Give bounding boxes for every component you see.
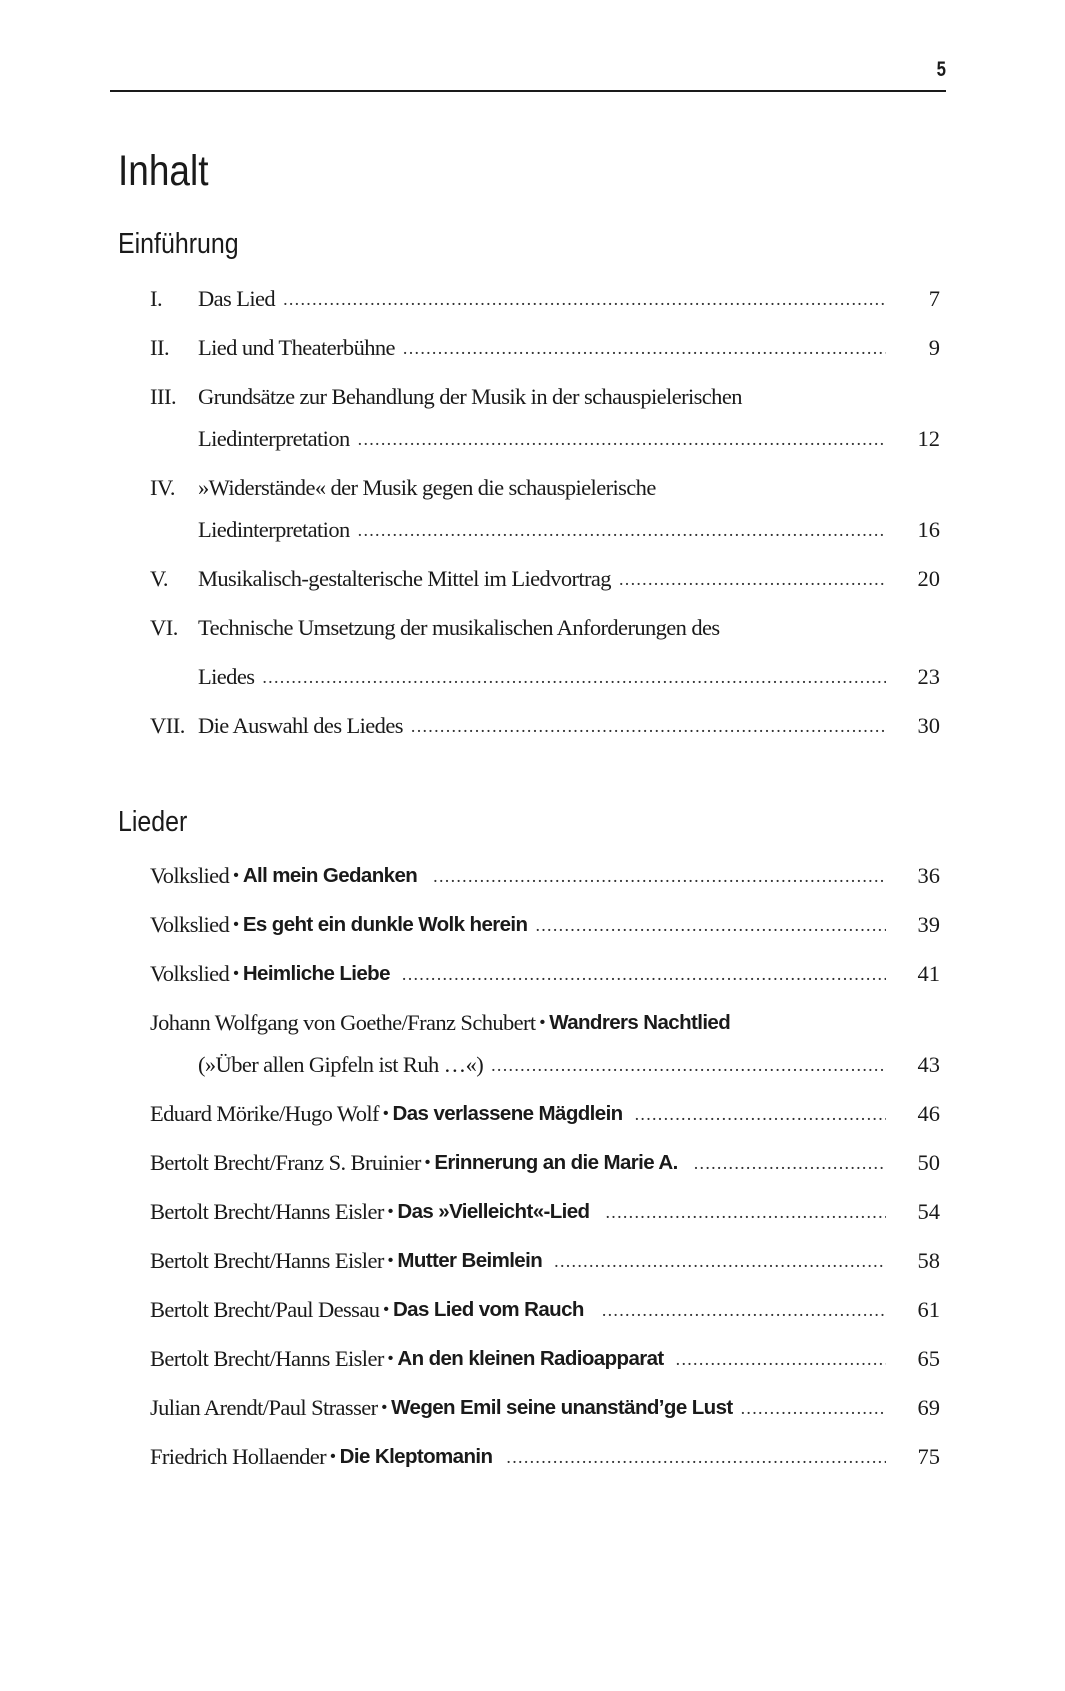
entry-title: Lied und Theaterbühne (198, 335, 395, 360)
entry-number: II. (150, 335, 170, 360)
toc-entry-4-continuation[interactable] (150, 513, 940, 547)
song-title: Heimliche Liebe (242, 962, 390, 985)
dot-leader (433, 859, 886, 893)
header-rule (110, 90, 946, 92)
dot-leader (262, 660, 886, 694)
bullet-separator: • (233, 867, 239, 884)
page-number: 5 (936, 58, 946, 81)
song-entry-continuation[interactable] (150, 1048, 940, 1082)
song-authors: Bertolt Brecht/Hanns Eisler (150, 1346, 384, 1371)
entry-page: 9 (928, 335, 940, 360)
song-entry[interactable] (150, 1146, 940, 1180)
bullet-separator: • (424, 1154, 431, 1171)
entry-page: 16 (917, 517, 940, 542)
song-authors: Bertolt Brecht/Paul Dessau (150, 1297, 380, 1322)
dot-leader (411, 709, 886, 743)
song-title: Wandrers Nachtlied (549, 1011, 731, 1034)
bullet-separator: • (387, 1252, 394, 1269)
song-entry[interactable] (150, 957, 940, 991)
song-entry[interactable] (150, 1097, 940, 1131)
song-page: 41 (917, 961, 940, 986)
song-authors: Volkslied (150, 863, 230, 888)
entry-page: 30 (917, 713, 940, 738)
dot-leader (506, 1440, 886, 1474)
song-page: 54 (917, 1199, 940, 1224)
entry-title: »Widerstände« der Musik gegen die schauspielerische (198, 475, 656, 500)
song-page: 69 (917, 1395, 940, 1420)
toc-entry-2[interactable] (150, 331, 940, 365)
entry-title: Technische Umsetzung der musikalischen Anforderungen des (198, 615, 720, 640)
bullet-separator: • (330, 1448, 336, 1465)
bullet-separator: • (381, 1399, 388, 1416)
entry-number: VI. (150, 615, 178, 640)
dot-leader (358, 422, 886, 456)
entry-title-continued: Liedinterpretation (198, 517, 350, 542)
song-entry[interactable] (150, 1293, 940, 1327)
song-entry[interactable] (150, 1391, 940, 1425)
entry-page: 7 (928, 286, 940, 311)
song-authors: Volkslied (150, 961, 230, 986)
dot-leader (554, 1244, 886, 1278)
song-page: 36 (917, 863, 940, 888)
entry-number: I. (150, 286, 163, 311)
song-authors: Eduard Mörike/Hugo Wolf (150, 1101, 379, 1126)
toc-entry-3-continuation[interactable] (150, 422, 940, 456)
song-page: 61 (917, 1297, 940, 1322)
dot-leader (676, 1342, 886, 1376)
song-page: 46 (917, 1101, 940, 1126)
entry-number: III. (150, 384, 177, 409)
dot-leader (403, 331, 886, 365)
bullet-separator: • (383, 1301, 389, 1318)
dot-leader (694, 1146, 886, 1180)
toc-entry-7[interactable] (150, 709, 940, 743)
bullet-separator: • (387, 1350, 394, 1367)
song-title: Wegen Emil seine unanständ’ge Lust (391, 1396, 733, 1419)
toc-entry-6[interactable] (150, 611, 940, 645)
song-entry[interactable] (150, 859, 940, 893)
bullet-separator: • (539, 1014, 546, 1031)
song-authors: Bertolt Brecht/Hanns Eisler (150, 1199, 384, 1224)
song-page: 65 (917, 1346, 940, 1371)
song-title: An den kleinen Radioapparat (397, 1347, 664, 1370)
dot-leader (358, 513, 886, 547)
dot-leader (619, 562, 886, 596)
toc-entry-4[interactable] (150, 471, 940, 505)
song-title: All mein Gedanken (242, 864, 418, 887)
dot-leader (602, 1293, 886, 1327)
entry-number: VII. (150, 713, 185, 738)
song-entry[interactable] (150, 1195, 940, 1229)
song-title: Mutter Beimlein (397, 1249, 543, 1272)
song-title: Das Lied vom Rauch (392, 1298, 584, 1321)
toc-entry-6-continuation[interactable] (150, 660, 940, 694)
entry-title-continued: Liedes (198, 664, 255, 689)
song-page: 58 (917, 1248, 940, 1273)
section-heading-einfuehrung: Einführung (118, 228, 239, 260)
song-authors: Friedrich Hollaender (150, 1444, 327, 1469)
song-authors: Volkslied (150, 912, 230, 937)
entry-number: V. (150, 566, 168, 591)
entry-title: Musikalisch-gestalterische Mittel im Liedvortrag (198, 566, 611, 591)
entry-title: Die Auswahl des Liedes (198, 713, 403, 738)
dot-leader (491, 1048, 886, 1082)
page-title: Inhalt (118, 147, 209, 195)
toc-entry-3[interactable] (150, 380, 940, 414)
entry-title: Grundsätze zur Behandlung der Musik in der schauspielerischen (198, 384, 742, 409)
bullet-separator: • (233, 965, 239, 982)
entry-number: IV. (150, 475, 175, 500)
song-title: Die Kleptomanin (339, 1445, 493, 1468)
dot-leader (402, 957, 886, 991)
song-authors: Bertolt Brecht/Franz S. Bruinier (150, 1150, 421, 1175)
song-title: Erinnerung an die Marie A. (434, 1151, 678, 1174)
dot-leader (741, 1391, 886, 1425)
bullet-separator: • (382, 1105, 389, 1122)
song-entry[interactable] (150, 1244, 940, 1278)
entry-title: Das Lied (198, 286, 276, 311)
song-authors: Julian Arendt/Paul Strasser (150, 1395, 378, 1420)
entry-page: 20 (917, 566, 940, 591)
toc-entry-1[interactable] (150, 282, 940, 316)
song-page: 43 (917, 1052, 940, 1077)
song-page: 50 (917, 1150, 940, 1175)
song-entry[interactable] (150, 1342, 940, 1376)
song-page: 75 (917, 1444, 940, 1469)
dot-leader (535, 908, 886, 942)
entry-page: 23 (917, 664, 940, 689)
dot-leader (635, 1097, 886, 1131)
entry-title-continued: Liedinterpretation (198, 426, 350, 451)
toc-entry-5[interactable] (150, 562, 940, 596)
song-subtitle: (»Über allen Gipfeln ist Ruh …«) (198, 1052, 484, 1077)
song-page: 39 (917, 912, 940, 937)
dot-leader (283, 282, 886, 316)
song-title: Das verlassene Mägdlein (392, 1102, 623, 1125)
song-title: Das »Vielleicht«-Lied (397, 1200, 590, 1223)
entry-page: 12 (917, 426, 940, 451)
song-authors: Bertolt Brecht/Hanns Eisler (150, 1248, 384, 1273)
dot-leader (605, 1195, 886, 1229)
bullet-separator: • (233, 916, 239, 933)
song-title: Es geht ein dunkle Wolk herein (242, 913, 528, 936)
bullet-separator: • (387, 1203, 394, 1220)
section-heading-lieder: Lieder (118, 806, 188, 838)
song-entry[interactable] (150, 1006, 940, 1040)
song-authors: Johann Wolfgang von Goethe/Franz Schubert (150, 1010, 536, 1035)
song-entry[interactable] (150, 1440, 940, 1474)
song-entry[interactable] (150, 908, 940, 942)
